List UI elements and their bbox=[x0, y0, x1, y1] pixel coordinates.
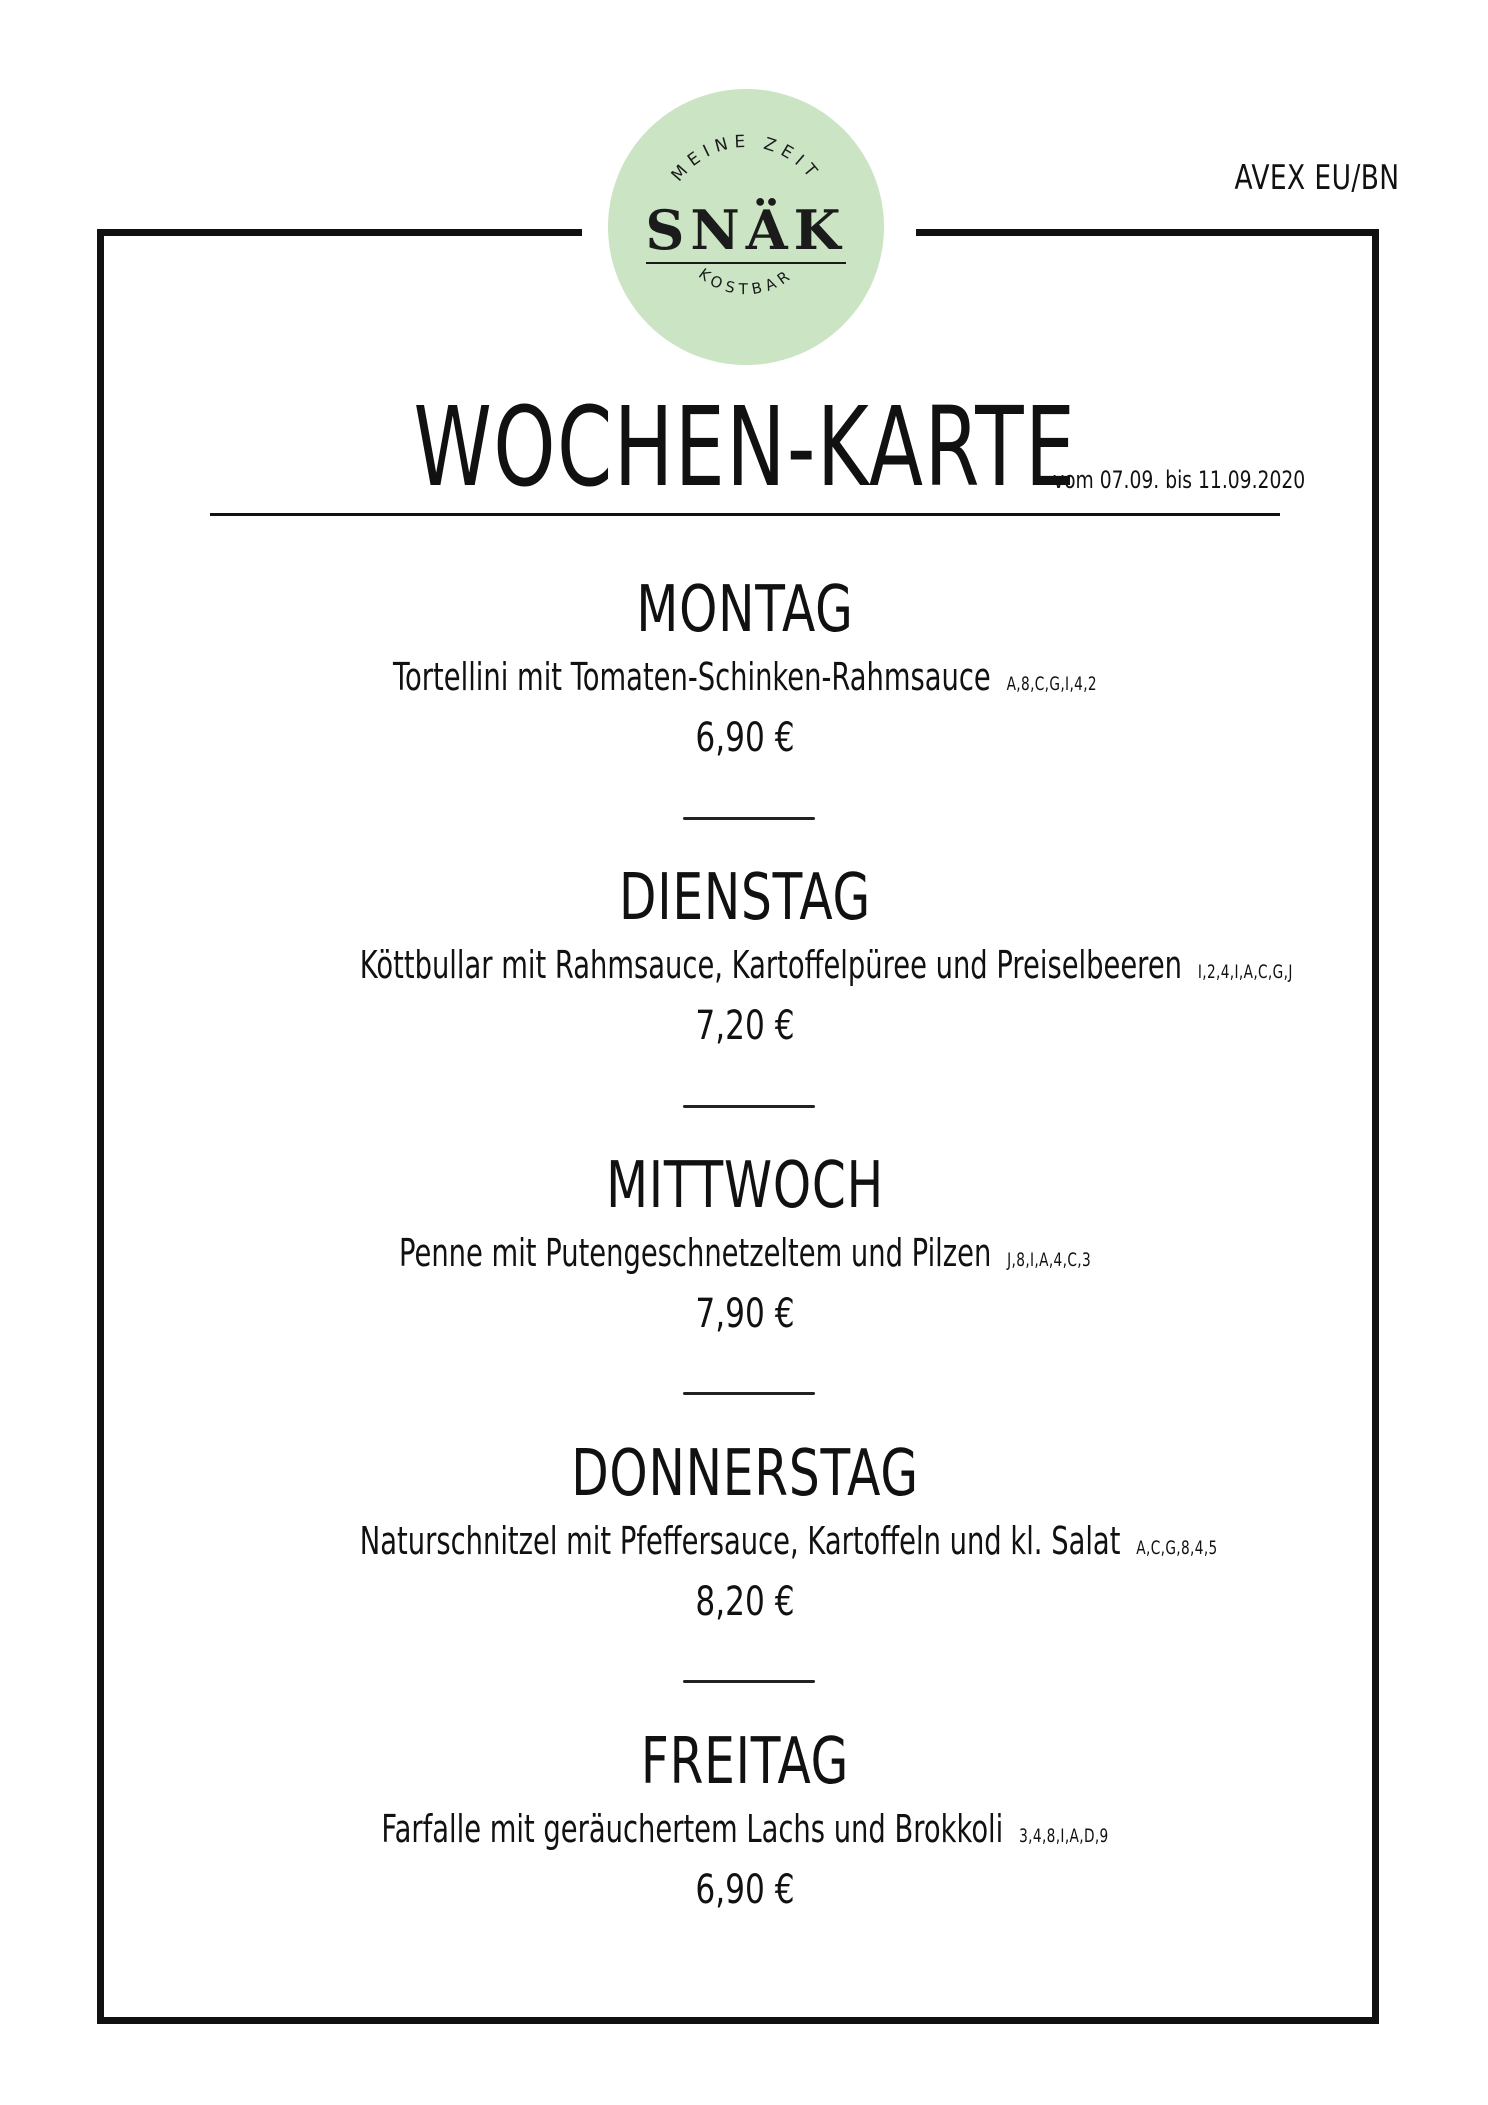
day-tuesday bbox=[210, 861, 1293, 1049]
logo-top-textpath: MEINE ZEIT bbox=[667, 131, 825, 186]
allergen-codes: A,C,G,8,4,5 bbox=[1136, 1537, 1218, 1559]
day-wednesday bbox=[210, 1149, 1280, 1337]
dish-line bbox=[360, 1807, 1130, 1851]
day-name: DIENSTAG bbox=[619, 861, 871, 935]
dish-name: Penne mit Putengeschnetzeltem und Pilzen bbox=[398, 1231, 992, 1275]
price: 7,90 € bbox=[695, 1291, 795, 1337]
section-divider bbox=[683, 817, 815, 820]
title-divider bbox=[210, 513, 1280, 516]
price: 6,90 € bbox=[695, 715, 795, 761]
allergen-codes: J,8,I,A,4,C,3 bbox=[1007, 1249, 1092, 1271]
price: 8,20 € bbox=[695, 1579, 795, 1625]
day-friday bbox=[210, 1725, 1280, 1913]
allergen-codes: A,8,C,G,I,4,2 bbox=[1006, 673, 1098, 695]
logo-bottom-textpath: KOSTBAR bbox=[695, 264, 797, 299]
allergen-codes: 3,4,8,I,A,D,9 bbox=[1019, 1825, 1109, 1847]
day-name: MONTAG bbox=[636, 573, 854, 647]
price: 6,90 € bbox=[695, 1867, 795, 1913]
date-range: vom 07.09. bis 11.09.2020 bbox=[1053, 466, 1306, 494]
section-divider bbox=[683, 1105, 815, 1108]
day-name: MITTWOCH bbox=[606, 1149, 884, 1223]
day-thursday bbox=[210, 1437, 1280, 1625]
dish-line bbox=[360, 655, 1130, 699]
allergen-codes: I,2,4,I,A,C,G,J bbox=[1197, 961, 1293, 983]
section-divider bbox=[683, 1392, 815, 1395]
dish-name: Naturschnitzel mit Pfeffersauce, Kartoffeln und kl. Salat bbox=[359, 1519, 1121, 1563]
logo-top-text bbox=[668, 132, 825, 186]
dish-name: Tortellini mit Tomaten-Schinken-Rahmsauce bbox=[392, 655, 991, 699]
snaek-logo bbox=[608, 89, 884, 365]
logo-rule bbox=[646, 262, 846, 264]
location-code: AVEX EU/BN bbox=[1235, 158, 1400, 198]
price: 7,20 € bbox=[695, 1003, 795, 1049]
page-title: WOCHEN-KARTE bbox=[413, 383, 1077, 511]
day-monday bbox=[210, 573, 1280, 761]
dish-line bbox=[359, 943, 1293, 987]
day-name: DONNERSTAG bbox=[571, 1437, 919, 1511]
day-name: FREITAG bbox=[640, 1725, 850, 1799]
logo-name: SNÄK bbox=[645, 198, 847, 262]
section-divider bbox=[683, 1680, 815, 1683]
dish-line bbox=[359, 1519, 1218, 1563]
dish-name: Köttbullar mit Rahmsauce, Kartoffelpüree und Preiselbeeren bbox=[359, 943, 1183, 987]
logo-bottom-text bbox=[695, 265, 797, 299]
dish-name: Farfalle mit geräuchertem Lachs und Brokkoli bbox=[381, 1807, 1004, 1851]
dish-line bbox=[360, 1231, 1130, 1275]
